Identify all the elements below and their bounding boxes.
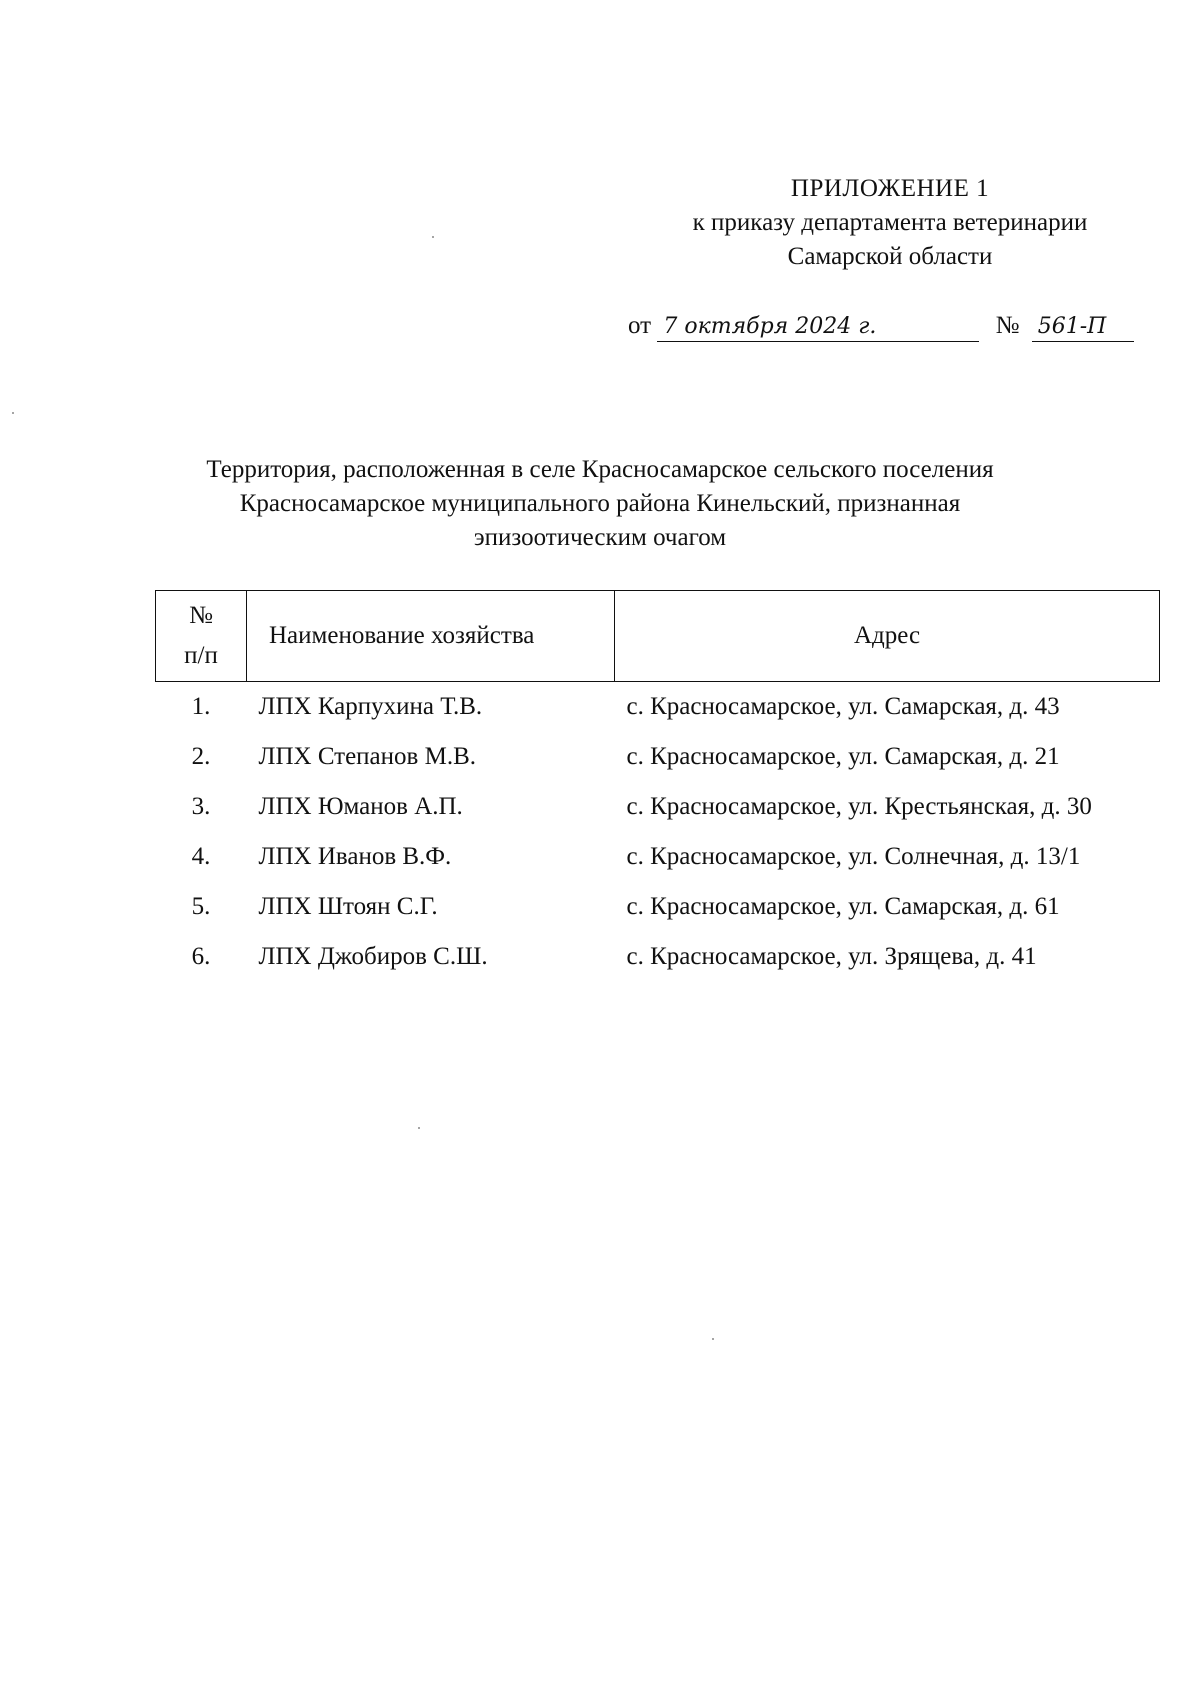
- appendix-block: [640, 172, 1140, 274]
- appendix-line-2: Самарской области: [787, 243, 993, 270]
- territory-title-line-3: эпизоотическим очагом: [473, 524, 727, 551]
- table-row: [156, 782, 1160, 832]
- table-row: [156, 832, 1160, 882]
- scan-speck: [432, 236, 434, 238]
- order-from-label: от: [628, 312, 652, 339]
- order-date-handwritten: 7 октября 2024 г.: [657, 313, 979, 342]
- territory-title-line-1: Территория, расположенная в селе Красносамарское сельского поселения: [206, 456, 994, 483]
- row-address: с. Красносамарское, ул. Зрящева, д. 41: [626, 943, 1037, 970]
- table-row: [156, 682, 1160, 733]
- header-address: Адрес: [615, 591, 1160, 682]
- row-farm-name: ЛПХ Юманов А.П.: [258, 793, 463, 820]
- row-farm-name: ЛПХ Карпухина Т.В.: [258, 693, 483, 720]
- row-number: 1.: [191, 693, 211, 720]
- header-number-sign: №: [189, 602, 213, 629]
- farms-table: [155, 590, 1160, 982]
- header-number: [156, 591, 247, 682]
- row-number: 4.: [191, 843, 211, 870]
- row-number: 3.: [191, 793, 211, 820]
- appendix-line-1: к приказу департамента ветеринарии: [692, 209, 1088, 236]
- table-row: [156, 882, 1160, 932]
- row-number: 5.: [191, 893, 211, 920]
- header-farm-name: Наименование хозяйства: [247, 591, 615, 682]
- table-row: [156, 932, 1160, 982]
- row-address: с. Красносамарское, ул. Самарская, д. 21: [626, 743, 1060, 770]
- row-address: с. Красносамарское, ул. Крестьянская, д. 30: [626, 793, 1092, 820]
- row-farm-name: ЛПХ Степанов М.В.: [258, 743, 476, 770]
- header-number-pp: п/п: [184, 642, 218, 669]
- order-number-sign: №: [995, 312, 1020, 339]
- order-dateline: [628, 312, 1134, 342]
- table-row: [156, 732, 1160, 782]
- row-farm-name: ЛПХ Иванов В.Ф.: [258, 843, 452, 870]
- row-farm-name: ЛПХ Джобиров С.Ш.: [258, 943, 488, 970]
- row-address: с. Красносамарское, ул. Самарская, д. 61: [626, 893, 1060, 920]
- scan-speck: [418, 1127, 420, 1129]
- order-number-handwritten: 561-П: [1032, 313, 1134, 342]
- territory-title: [150, 453, 1050, 555]
- scan-speck: [712, 1338, 714, 1340]
- row-farm-name: ЛПХ Штоян С.Г.: [258, 893, 438, 920]
- row-address: с. Красносамарское, ул. Солнечная, д. 13/1: [626, 843, 1081, 870]
- row-number: 2.: [191, 743, 211, 770]
- row-number: 6.: [191, 943, 211, 970]
- scan-speck: [12, 412, 14, 414]
- table-header-row: [156, 591, 1160, 682]
- row-address: с. Красносамарское, ул. Самарская, д. 43: [626, 693, 1060, 720]
- appendix-heading: ПРИЛОЖЕНИЕ 1: [790, 175, 990, 202]
- territory-title-line-2: Красносамарское муниципального района Кинельский, признанная: [239, 490, 961, 517]
